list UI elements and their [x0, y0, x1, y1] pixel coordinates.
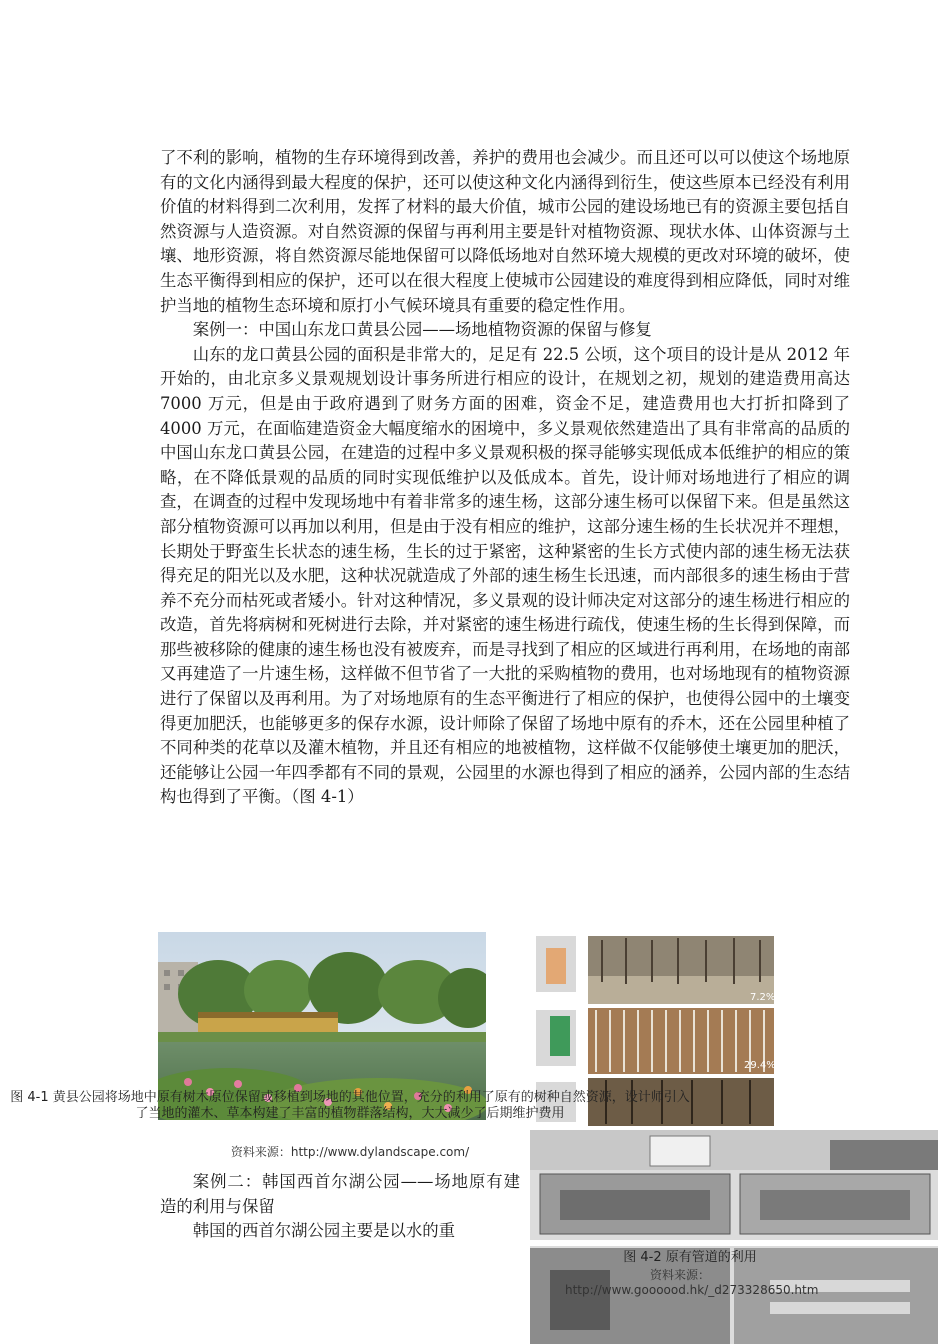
paragraph-case1: 山东的龙口黄县公园的面积是非常大的，足足有 22.5 公顷，这个项目的设计是从 2012 年开始的，由北京多义景观规划设计事务所进行相应的设计，在规划之初，规划的建造费用高达 7000 万元，但是由于政府遇到了财务方面的困难，资金不足，建造费用也大打折扣降到了 4000 万元，在面临建造资金大幅度缩水的困境中，多义景观依然建造出了具有非常高的品质的中国山东龙口黄县公园，在建造的过程中多义景观积极的探寻能够实现低成本低维护的相应的策略，在不降低景观的品质的同时实现低维护以及低成本。首先，设计师对场地进行了相应的调查，在调查的过程中发现场地中有着非常多的速生杨，这部分速生杨可以保留下来。但是虽然这部分植物资源可以再加以利用，但是由于没有相应的维护，这部分速生杨的生长状况并不理想，长期处于野蛮生长状态的速生杨，生长的过于紧密，这种紧密的生长方式使内部的速生杨无法获得充足的阳光以及水肥，这种状况就造成了外部的速生杨生长迅速，而内部很多的速生杨由于营养不充分而枯死或者矮小。针对这种情况，多义景观的设计师决定对这部分的速生杨进行相应的改造，首先将病树和死树进行去除，并对紧密的速生杨进行疏伐，使速生杨的生长得到保障，而那些被移除的健康的速生杨也没有被废弃，而是寻找到了相应的区域进行再利用，在场地的南部又再建造了一片速生杨，这样做不但节省了一大批的采购植物的费用，也对场地现有的植物资源进行了保留以及再利用。为了对场地原有的生态平衡进行了相应的保护，也使得公园中的土壤变得更加肥沃，也能够更多的保存水源，设计师除了保留了场地中原有的乔木，还在公园里种植了不同种类的花草以及灌木植物，并且还有相应的地被植物，这样做不仅能够使土壤更加的肥沃，还能够让公园一年四季都有不同的景观，公园里的水源也得到了相应的涵养，公园内部的生态结构也得到了平衡。（图 4-1） — [160, 344, 850, 807]
pipeline-photo — [530, 1130, 938, 1344]
case1-heading: 案例一：中国山东龙口黄县公园——场地植物资源的保留与修复 — [192, 320, 652, 340]
percent-label-2: 29.4% — [744, 1060, 776, 1071]
case2-heading: 案例二：韩国西首尔湖公园——场地原有建造的利用与保留 — [160, 1172, 520, 1216]
percent-label-1: 7.2% — [750, 992, 776, 1003]
figure2-source: 资料来源：http://www.goooood.hk/_d273328650.htm — [565, 1268, 819, 1297]
figure1-source: 资料来源：http://www.dylandscape.com/ — [230, 1145, 470, 1159]
figure1-caption: 图 4-1 黄县公园将场地中原有树木原位保留或移植到场地的其他位置，充分的利用了原有的树种自然资源，设计师引入了当地的灌木、草本构建了丰富的植物群落结构，大大减少了后期维护费用 — [10, 1090, 690, 1121]
main-text — [160, 146, 850, 810]
figure2-caption: 图 4-2 原有管道的利用 — [623, 1250, 757, 1265]
case2-text: 韩国的西首尔湖公园主要是以水的重 — [192, 1221, 456, 1241]
case2-section — [160, 1170, 520, 1244]
paragraph-intro: 了不利的影响，植物的生存环境得到改善，养护的费用也会减少。而且还可以可以使这个场地原有的文化内涵得到最大程度的保护，还可以使这种文化内涵得到衍生，使这些原本已经没有利用价值的材料得到二次利用，发挥了材料的最大价值，城市公园的建设场地已有的资源主要包括自然资源与人造资源。对自然资源的保留与再利用主要是针对植物资源、现状水体、山体资源与土壤、地形资源，将自然资源尽能地保留可以降低场地对自然环境大规模的更改对环境的破坏，使生态平衡得到相应的保护，还可以在很大程度上使城市公园建设的难度得到相应降低，同时对维护当地的植物生态环境和原打小气候环境具有重要的稳定性作用。 — [160, 148, 850, 315]
